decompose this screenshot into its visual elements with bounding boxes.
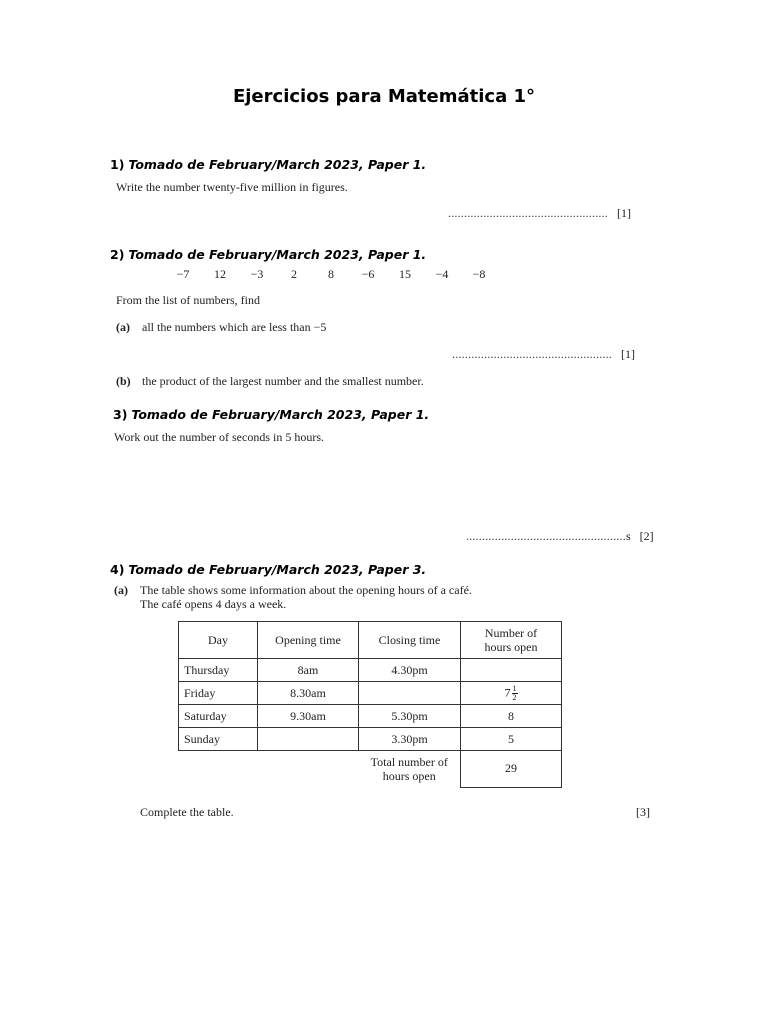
question-3-answer-line[interactable] [466,529,654,544]
table-row [179,659,562,682]
fraction [512,685,518,702]
cell-hours-answer[interactable] [461,659,562,682]
cell-opening-answer[interactable] [258,728,359,751]
question-1-heading [110,157,426,172]
table-row [179,705,562,728]
cell-hours [461,682,562,705]
answer-dots: .................................................. [448,206,608,220]
hours-whole: 7 [504,684,511,699]
table-row [179,728,562,751]
cell-day: Friday [179,682,258,705]
question-2-part-a [116,320,326,335]
cell-day: Saturday [179,705,258,728]
cell-closing: 5.30pm [359,705,461,728]
number-item: −6 [361,267,375,281]
cell-day: Thursday [179,659,258,682]
opening-hours-table [178,621,562,788]
number-item: 2 [291,267,297,281]
part-a-label: (a) [116,320,130,334]
empty-cell [258,751,359,788]
cell-opening: 8.30am [258,682,359,705]
number-item: 15 [399,267,411,281]
header-hours-open: Number of hours open [461,622,562,659]
part-b-text: the product of the largest number and the smallest number. [142,374,424,388]
number-item: 8 [328,267,334,281]
number-item: 12 [214,267,226,281]
question-3-source: Tomado de February/March 2023, Paper 1. [131,407,430,422]
fraction-numerator: 1 [512,683,517,693]
number-item: −7 [176,267,190,281]
table-header-row [179,622,562,659]
cell-closing: 4.30pm [359,659,461,682]
header-closing-time: Closing time [359,622,461,659]
number-item: −3 [250,267,264,281]
answer-dots: .................................................. [452,347,612,361]
page-title: Ejercicios para Matemática 1° [232,86,536,107]
empty-cell [179,751,258,788]
question-2-prompt: From the list of numbers, find [116,293,260,307]
part-a-label: (a) [114,583,128,597]
question-1-number: 1) [110,157,125,172]
question-3-number: 3) [113,407,128,422]
question-4-marks: [3] [636,805,650,819]
part-a-text: all the numbers which are less than −5 [142,320,327,334]
number-item: −8 [472,267,486,281]
total-value: 29 [461,751,562,788]
fraction-denominator: 2 [512,692,517,702]
intro-line-1: The table shows some information about the opening hours of a café. [140,583,472,597]
cell-opening: 9.30am [258,705,359,728]
question-4-number: 4) [110,562,125,577]
question-1-source: Tomado de February/March 2023, Paper 1. [128,157,427,172]
question-2-marks: [1] [621,347,635,361]
question-3-prompt: Work out the number of seconds in 5 hours. [114,430,324,444]
cell-day: Sunday [179,728,258,751]
table-total-row [179,751,562,788]
part-b-label: (b) [116,374,131,388]
cell-opening: 8am [258,659,359,682]
total-label: Total number of hours open [370,755,448,783]
cell-closing: 3.30pm [359,728,461,751]
header-day: Day [179,622,258,659]
question-4-instruction: Complete the table. [140,805,234,819]
question-1-marks: [1] [617,206,631,220]
question-3-heading [113,407,429,422]
cell-closing-answer[interactable] [359,682,461,705]
question-4-heading [110,562,426,577]
question-3-marks: [2] [639,529,654,543]
header-opening-time: Opening time [258,622,359,659]
question-2-source: Tomado de February/March 2023, Paper 1. [128,247,427,262]
answer-unit: s [626,529,631,543]
intro-line-2: The café opens 4 days a week. [140,597,287,611]
question-2-answer-line[interactable] [452,347,635,362]
question-4-intro [114,583,472,611]
question-4-source: Tomado de February/March 2023, Paper 3. [128,562,427,577]
question-2-part-b [116,374,424,389]
number-item: −4 [435,267,449,281]
question-1-answer-line[interactable] [448,206,631,221]
number-list [166,267,496,282]
question-1-prompt: Write the number twenty-five million in figures. [116,180,348,194]
answer-dots: .................................................. [466,529,626,543]
cell-hours: 8 [461,705,562,728]
question-2-heading [110,247,426,262]
table-row [179,682,562,705]
cell-hours: 5 [461,728,562,751]
question-2-number: 2) [110,247,125,262]
